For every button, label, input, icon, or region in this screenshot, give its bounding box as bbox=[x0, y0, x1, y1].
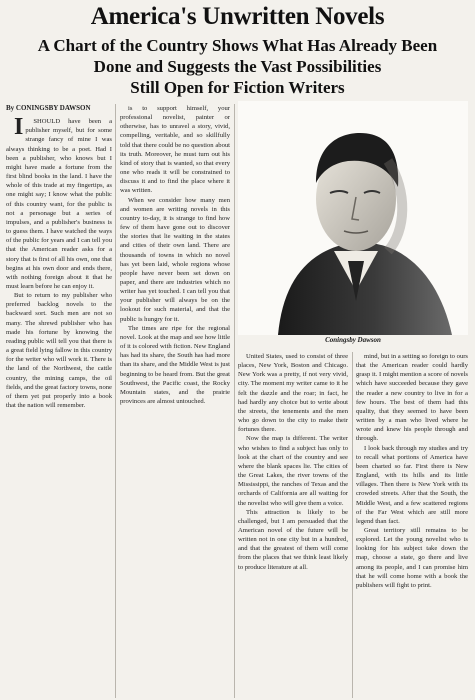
column-1-paragraph: I SHOULD have been a publisher myself, but for some strange fancy of mine I was always thinking to be a poet. Had I been a publisher, who knows but I might have made a fortune from the first blind books in the land. I have the whole of this trade at my fingertips, as one might say; I know what the public of this country want, for the public is not a personage but a series of impulses, and a publisher's business is to guess them. I have watched the ways of the public for years and I can tell you that the American reader asks for a story that is first of all his own, one that begins at his own door and ends there, with nothing foreign about it that he must learn before he can enjoy it. bbox=[6, 114, 112, 290]
article-column-3 bbox=[238, 352, 348, 698]
column-2-paragraph: is to support himself, your professional novelist, painter or otherwise, has to unravel a story, vivid, compelling, veritable, and so skillfully told that there could be no question about its truth. Moreover, he must turn out his kind of story that is wanted, so that every one who reads it will be constrained to discuss it and to find the place where it was written. bbox=[120, 105, 230, 195]
article-column-2 bbox=[120, 104, 230, 698]
column-4-paragraph: mind, but in a setting so foreign to ours that the American reader could hardly grasp it. I might mention a score of novels which have succeeded because they gave the reader a new country to live in for a few hours. The best of them had this quality, that they seemed to have been written by a man who lived where he wrote and knew his people through and through. bbox=[356, 353, 468, 443]
column-3-paragraph: This attraction is likely to be challenged, but I am persuaded that the American novel of the future will be written not in one city but in a hundred, and that the greatest of them will come from the places that we think least likely to produce literature at all. bbox=[238, 508, 348, 571]
author-portrait bbox=[238, 101, 468, 335]
column-2-paragraph: When we consider how many men and women are writing novels in this country to-day, it is strange to find how few of them have gone out to discover the stories that lie waiting in the states and cities of their own land. There are thousands of towns in which no novel has yet been laid, whole regions whose people have never been set down on paper, and there are industries which no writer has yet touched. I can tell you that your publisher will always be on the lookout for such material, and that the public is hungry for it. bbox=[120, 196, 230, 323]
column-3-paragraph: Now the map is different. The writer who wishes to find a subject has only to look at the chart of the country and see where the blank spaces lie. The cities of the Great Lakes, the river towns of the Mississippi, the ranches of Texas and the orchards of California are all waiting for the novelist who will give them a voice. bbox=[238, 435, 348, 507]
column-divider bbox=[115, 104, 116, 698]
byline: By CONINGSBY DAWSON bbox=[6, 104, 91, 112]
column-4-paragraph: Great territory still remains to be explored. Let the young novelist who is looking for his subject take down the map, choose a state, go there and live among its people, and I can promise him that he will come home with a book the publishers will fight to print. bbox=[356, 526, 468, 589]
drop-cap: I bbox=[14, 114, 24, 141]
column-3-paragraph: United States, used to consist of three places, New York, Boston and Chicago. New York was a pretty, if not very vivid, city. The moment my writer came to it he felt the dazzle and the roar; in fact, he had hardly any choice but to write about the streets, the tenements and the men who go down to the city to make their fortunes there. bbox=[238, 353, 348, 434]
column-1-paragraph: But to return to my publisher who preferred backlog novels to the backward sort. Such men are not so many. The shrewd publisher who has made his fortune by knowing the reading public will tell you that there is a great field lying fallow in this country for the writer who will work it. There is the land of the Northwest, the cattle country, the mining camps, the oil fields, and the great factory towns, none of them yet put properly into a book that the nation will remember. bbox=[6, 292, 112, 409]
article-column-4 bbox=[356, 352, 468, 698]
headline: America's Unwritten Novels bbox=[90, 3, 385, 30]
author-portrait-image bbox=[238, 101, 468, 335]
article-column-1 bbox=[6, 104, 112, 698]
deck-line-2: Done and Suggests the Vast Possibilities bbox=[93, 57, 382, 76]
column-4-paragraph: I look back through my studies and try to recall what portions of America have been charted so far. First there is New England, with its hills and its little villages. Then there is New York with its crowded streets. After that the South, the Middle West, and a few scattered regions of the Far West which are still more legend than fact. bbox=[356, 444, 468, 525]
photo-caption: Coningsby Dawson bbox=[325, 336, 381, 344]
column-divider bbox=[234, 104, 235, 698]
deck-line-3: Still Open for Fiction Writers bbox=[130, 78, 345, 97]
column-divider bbox=[352, 352, 353, 698]
column-2-paragraph: The times are ripe for the regional novel. Look at the map and see how little of it is colored with fiction. New England has had its share, the South has had more than its share, and the Middle West is just beginning to be heard from. But the great Southwest, the Pacific coast, the Rocky Mountain states, and the prairie provinces are almost untouched. bbox=[120, 324, 230, 405]
deck-line-1: A Chart of the Country Shows What Has Already Been bbox=[37, 36, 438, 55]
